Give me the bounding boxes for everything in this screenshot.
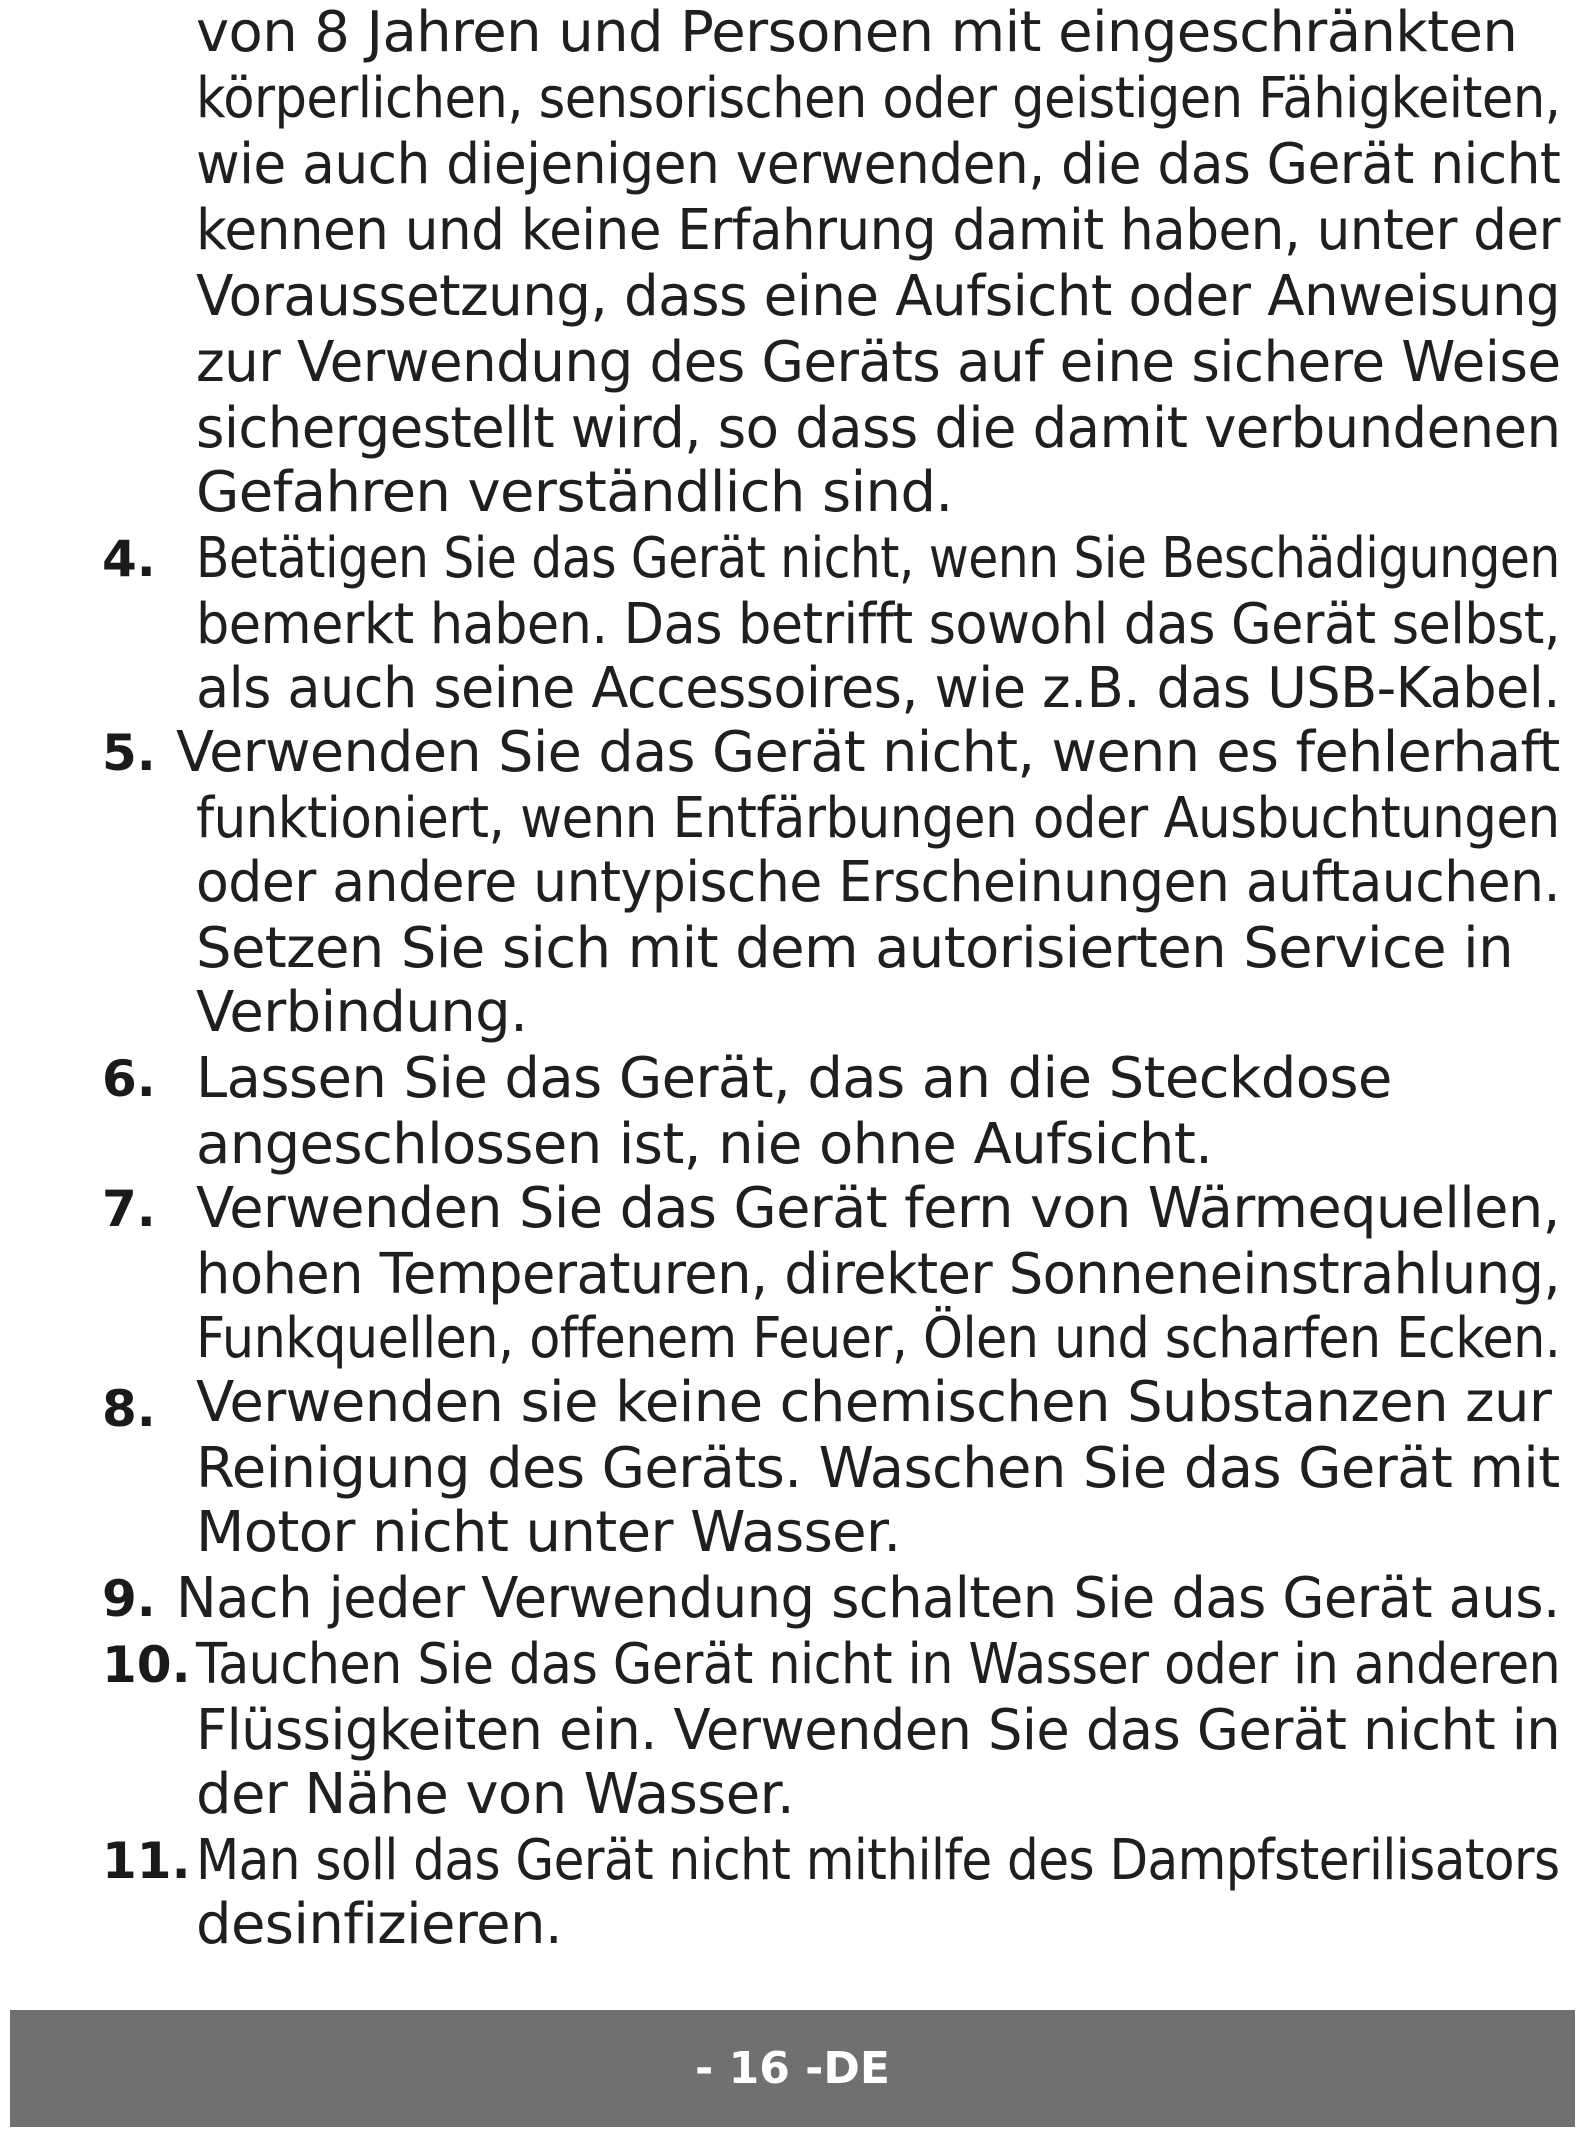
intro-line: Gefahren verständlich sind. [196, 460, 953, 525]
item-number: 8. [102, 1380, 156, 1438]
item-line: Verwenden sie keine chemischen Substanzen zur [196, 1370, 1552, 1435]
item-line: oder andere untypische Erscheinungen auftauchen. [196, 850, 1560, 915]
item-number: 7. [102, 1180, 156, 1238]
item-line: angeschlossen ist, nie ohne Aufsicht. [196, 1112, 1213, 1177]
item-line: Motor nicht unter Wasser. [196, 1500, 901, 1565]
item-line: Verwenden Sie das Gerät nicht, wenn es fehlerhaft [176, 720, 1560, 785]
intro-line: Voraussetzung, dass eine Aufsicht oder Anweisung [196, 264, 1561, 329]
item-line: Flüssigkeiten ein. Verwenden Sie das Gerät nicht in [196, 1698, 1561, 1763]
item-line: als auch seine Accessoires, wie z.B. das USB-Kabel. [196, 656, 1560, 721]
intro-line: wie auch diejenigen verwenden, die das Gerät nicht [196, 132, 1561, 197]
item-line: hohen Temperaturen, direkter Sonneneinstrahlung, [196, 1242, 1561, 1307]
item-number: 10. [102, 1636, 191, 1694]
item-line: Reinigung des Geräts. Waschen Sie das Gerät mit [196, 1436, 1560, 1501]
intro-line: kennen und keine Erfahrung damit haben, unter der [196, 198, 1560, 263]
intro-line: von 8 Jahren und Personen mit eingeschränkten [196, 0, 1518, 65]
page-footer [10, 2010, 1575, 2127]
item-line: der Nähe von Wasser. [196, 1762, 795, 1827]
item-line: desinfizieren. [196, 1892, 563, 1957]
page-number: - 16 -DE [695, 2043, 890, 2094]
item-line: Verbindung. [196, 980, 528, 1045]
item-line: Betätigen Sie das Gerät nicht, wenn Sie Beschädigungen [196, 526, 1560, 591]
item-line: Lassen Sie das Gerät, das an die Steckdose [196, 1046, 1392, 1111]
intro-line: zur Verwendung des Geräts auf eine sichere Weise [196, 330, 1561, 395]
item-line: Man soll das Gerät nicht mithilfe des Dampfsterilisators [196, 1828, 1560, 1893]
item-line: Funkquellen, offenem Feuer, Ölen und scharfen Ecken. [196, 1306, 1561, 1371]
item-line: Verwenden Sie das Gerät fern von Wärmequellen, [196, 1176, 1560, 1241]
item-line: Setzen Sie sich mit dem autorisierten Service in [196, 916, 1514, 981]
intro-line: sichergestellt wird, so dass die damit verbundenen [196, 396, 1561, 461]
item-line: bemerkt haben. Das betrifft sowohl das Gerät selbst, [196, 592, 1560, 657]
item-line: Nach jeder Verwendung schalten Sie das Gerät aus. [176, 1566, 1560, 1631]
item-number: 5. [102, 724, 156, 782]
item-number: 9. [102, 1570, 156, 1628]
item-line: Tauchen Sie das Gerät nicht in Wasser oder in anderen [196, 1632, 1561, 1697]
item-number: 4. [102, 530, 156, 588]
intro-line: körperlichen, sensorischen oder geistigen Fähigkeiten, [196, 66, 1561, 131]
item-line: funktioniert, wenn Entfärbungen oder Ausbuchtungen [196, 786, 1560, 851]
item-number: 11. [102, 1832, 191, 1890]
item-number: 6. [102, 1050, 156, 1108]
